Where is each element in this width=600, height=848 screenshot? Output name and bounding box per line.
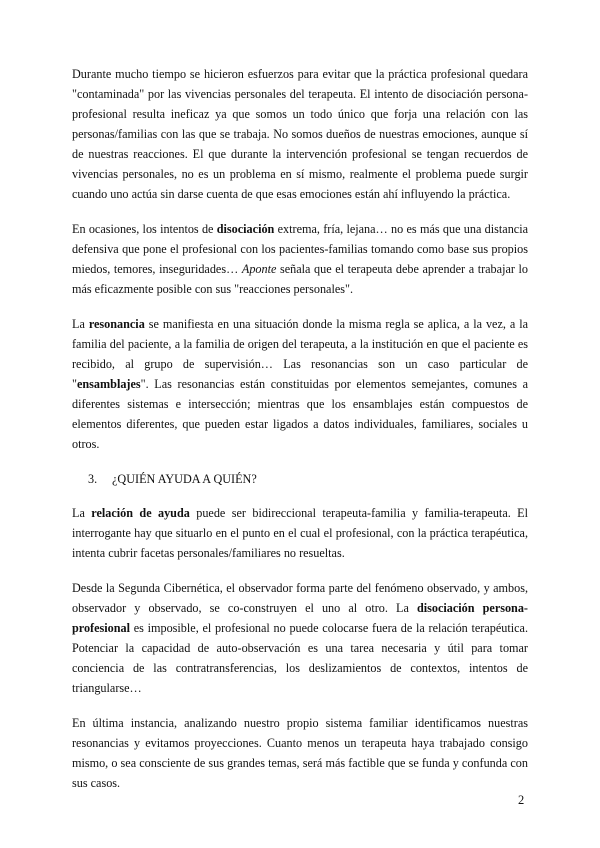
paragraph-text: puede ser bidireccional terapeuta-familia y familia-terapeuta. El interrogante hay que situarlo en el punto en el cual el profesional, con la práctica terapéutica, intenta cubrir facetas personales/familiares no resueltas. — [72, 506, 529, 560]
body-section-2 — [72, 503, 528, 793]
paragraph-text: señala que el terapeuta debe aprender a trabajar lo más eficazmente posible con sus "reacciones personales". — [72, 262, 528, 296]
paragraph — [72, 314, 528, 454]
bold-term: disociación persona-profesional — [72, 601, 528, 635]
paragraph-text: En última instancia, analizando nuestro propio sistema familiar identificamos nuestras resonancias y evitamos proyecciones. Cuanto menos un terapeuta haya trabajado consigo mismo, o sea consciente de sus grandes temas, será más factible que se funda y confunda con sus casos. — [72, 716, 528, 790]
paragraph-text: La — [72, 506, 92, 520]
body-section-1 — [72, 64, 528, 454]
bold-term: ensamblajes — [76, 377, 141, 391]
document-page — [72, 64, 528, 808]
paragraph — [72, 219, 528, 299]
section-title: ¿QUIÉN AYUDA A QUIÉN? — [112, 472, 257, 486]
paragraph — [72, 64, 528, 204]
paragraph-text: se manifiesta en una situación donde la misma regla se aplica, a la vez, a la familia del paciente, a la familia de origen del terapeuta, a la institución en que el paciente es recibido, al grupo de supervisión… Las resonancias son un caso particular de " — [72, 317, 528, 391]
bold-term: resonancia — [88, 317, 145, 331]
section-heading — [72, 469, 528, 489]
page-number: 2 — [518, 793, 525, 807]
paragraph — [72, 713, 528, 793]
paragraph — [72, 578, 528, 698]
paragraph — [72, 503, 528, 563]
paragraph-text: es imposible, el profesional no puede colocarse fuera de la relación terapéutica. Potenciar la capacidad de auto-observación es una tarea necesaria y útil para tomar conciencia de las contratransferencias, los deslizamientos de contextos, intentos de triangularse… — [72, 621, 528, 695]
paragraph-text: Durante mucho tiempo se hicieron esfuerzos para evitar que la práctica profesional quedara "contaminada" por las vivencias personales del terapeuta. El intento de disociación persona-profesional resulta ineficaz ya que somos un todo único que forja una relación con las personas/familias con las que se trabaja. No somos dueños de nuestras emociones, aunque sí de nuestras reacciones. El que durante la intervención profesional se tengan recuerdos de vivencias personales, no es un problema en sí mismo, realmente el problema puede surgir cuando uno actúa sin darse cuenta de que esas emociones están ahí influyendo la práctica. — [72, 67, 528, 201]
section-number: 3. — [88, 472, 98, 486]
paragraph-text: Desde la Segunda Cibernética, el observador forma parte del fenómeno observado, y ambos, observador y observado, se co-construyen el uno al otro. La — [72, 581, 528, 615]
italic-term: Aponte — [241, 262, 277, 276]
bold-term: disociación — [216, 222, 275, 236]
paragraph-text: La — [72, 317, 89, 331]
paragraph-text: extrema, fría, lejana… no es más que una distancia defensiva que pone el profesional con los pacientes-familias tomando como base sus propios miedos, temores, inseguridades… — [72, 222, 528, 276]
bold-term: relación de ayuda — [91, 506, 190, 520]
paragraph-text: En ocasiones, los intentos de — [72, 222, 217, 236]
paragraph-text: ". Las resonancias están constituidas por elementos semejantes, comunes a diferentes sistemas e intersección; mientras que los ensamblajes están compuestos de elementos diferentes, que pueden estar ligados a datos individuales, familiares, sociales u otros. — [72, 377, 528, 451]
